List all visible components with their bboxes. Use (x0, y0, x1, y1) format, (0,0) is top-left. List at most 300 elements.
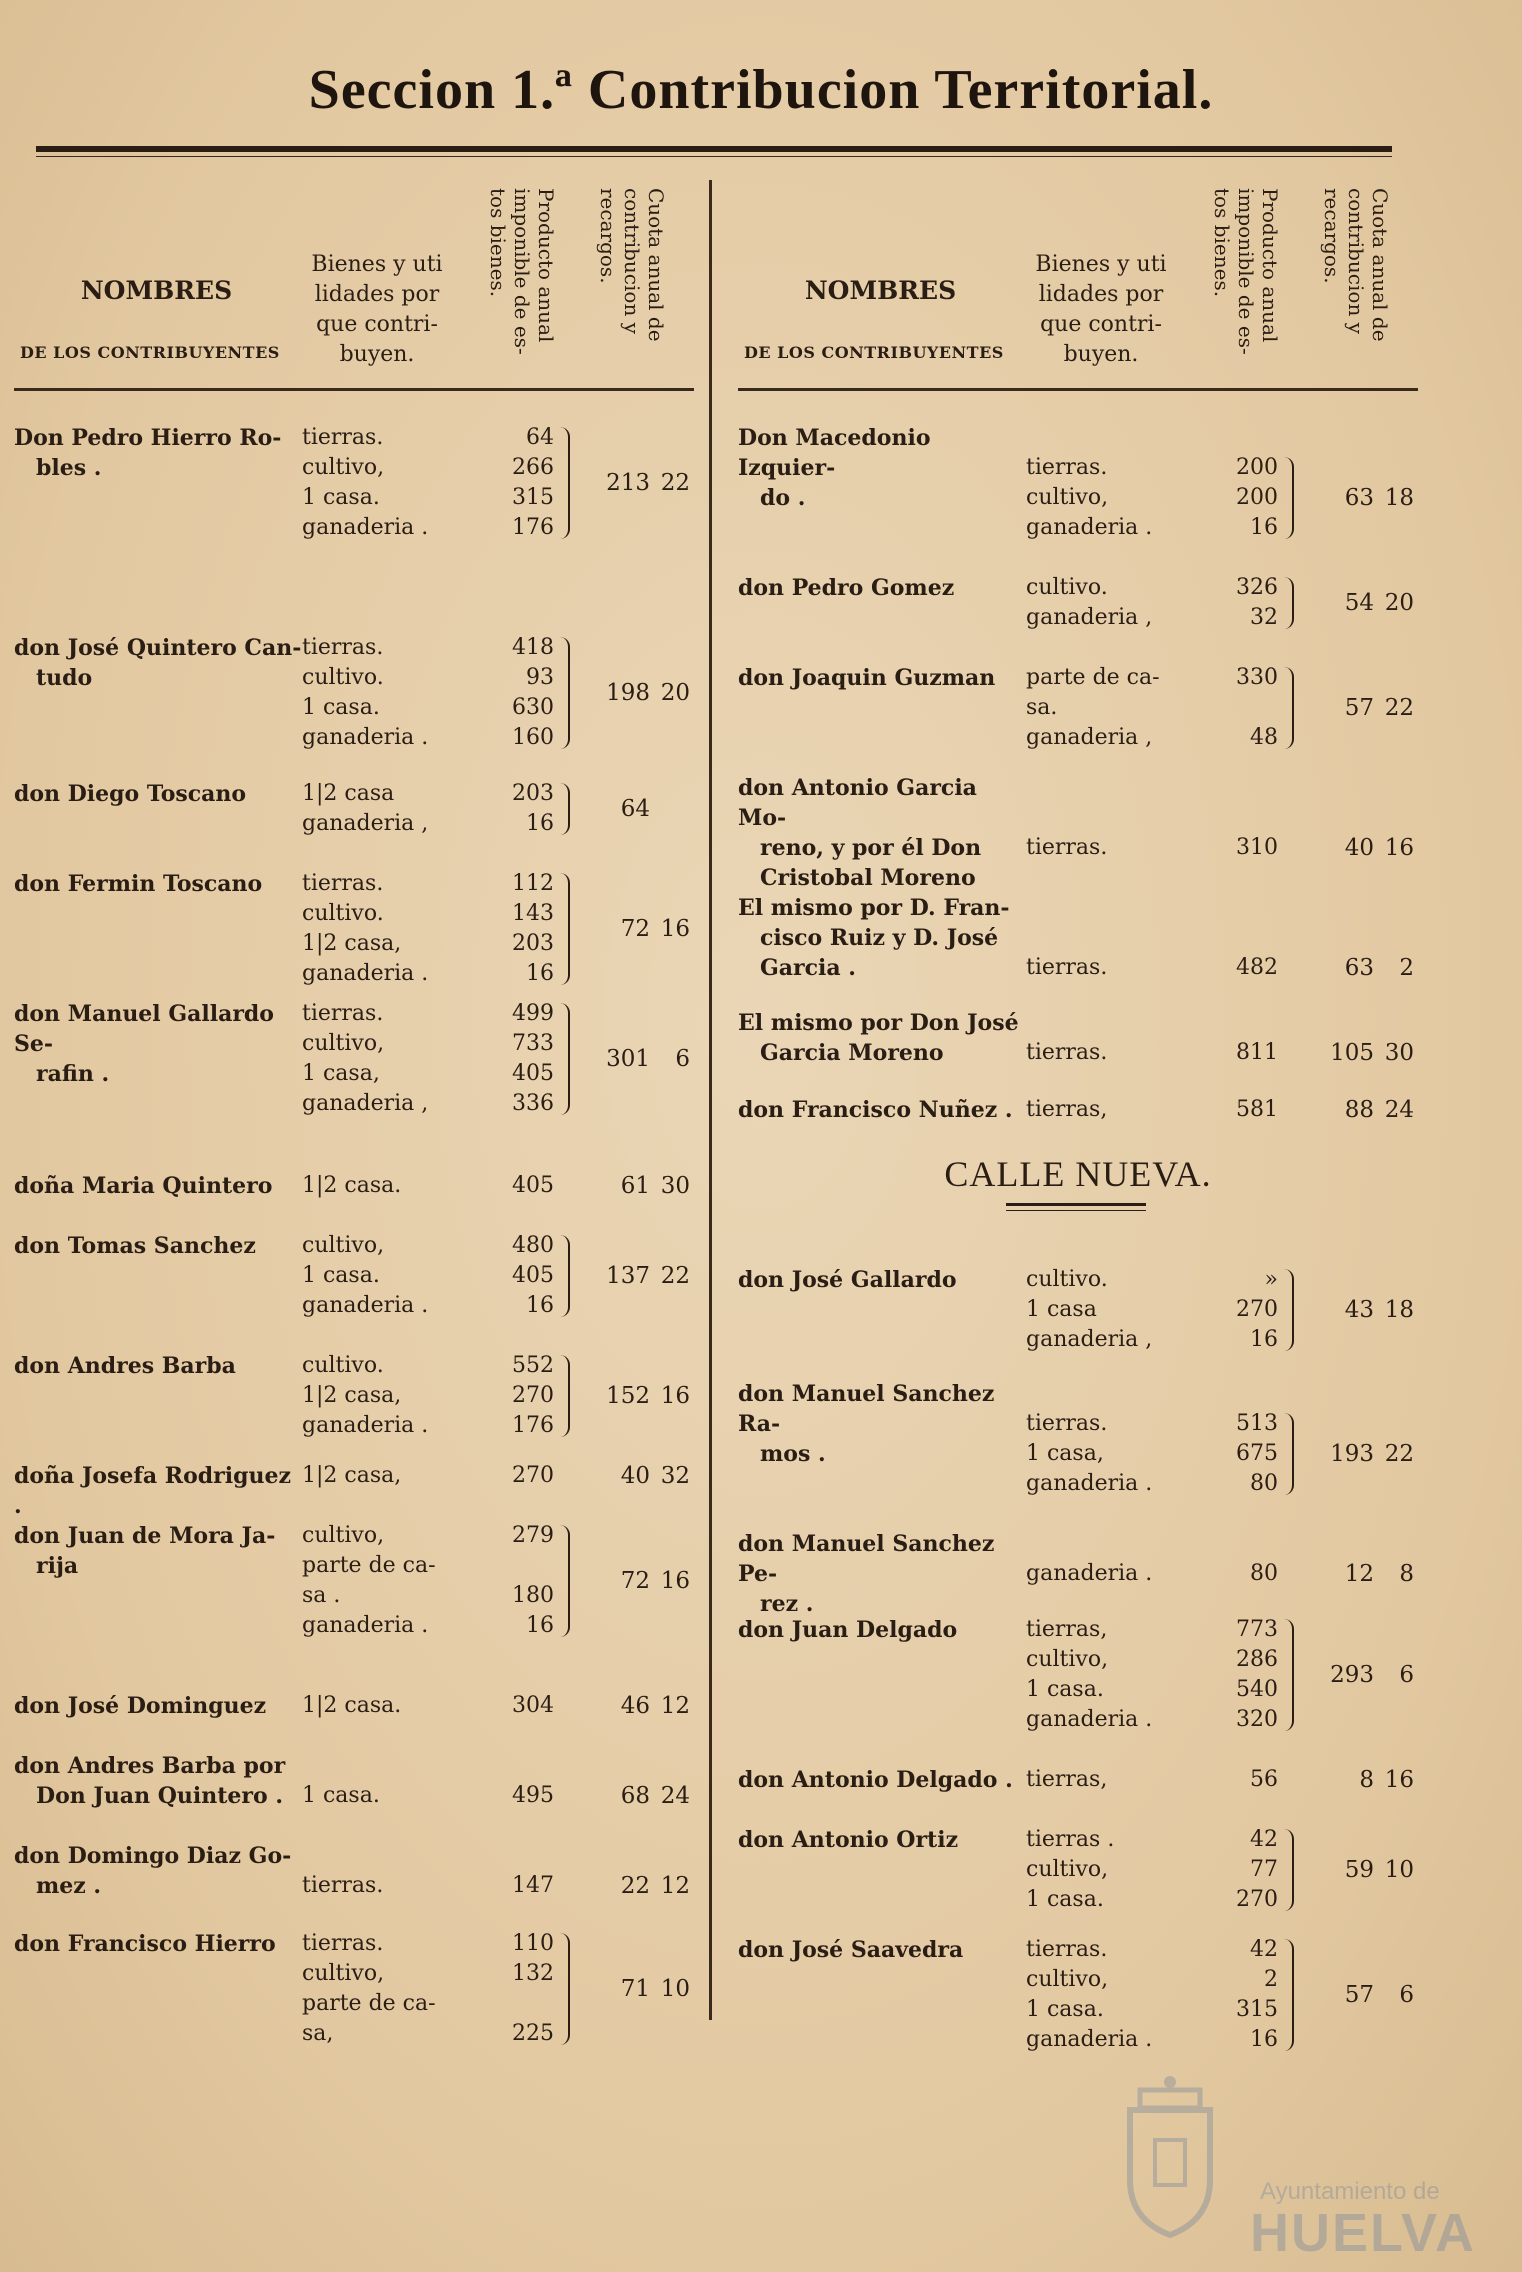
cuota-whole: 63 (1344, 485, 1374, 511)
cuota-value (594, 794, 694, 824)
bienes-list (1026, 1765, 1166, 1795)
producto-value: 513 (1236, 1411, 1278, 1436)
producto-value (454, 1751, 554, 1781)
cuota-value (1318, 1559, 1418, 1589)
cuota-whole: 71 (620, 1976, 650, 2002)
name-line: don Francisco Nuñez . (738, 1097, 1013, 1123)
header-bienes-line: buyen. (339, 342, 415, 367)
contribuyente-name (14, 1691, 304, 1721)
header-nombres (14, 276, 299, 362)
brace (560, 1933, 570, 2045)
header-bienes-line: lidades por (314, 282, 440, 307)
cuota-fraction: 10 (1384, 1857, 1414, 1883)
header-bienes-line: lidades por (1038, 282, 1164, 307)
bien-item (1026, 1379, 1166, 1409)
producto-value: 270 (512, 1463, 554, 1488)
producto-value: 405 (512, 1263, 554, 1288)
bienes-list (1026, 423, 1166, 543)
cuota-fraction: 16 (660, 1568, 690, 1594)
name-line: bles . (36, 455, 102, 481)
producto-values (454, 1351, 554, 1441)
header-producto-label: Producto anual imponible de es- tos bienes. (1210, 188, 1282, 355)
producto-value: 80 (1250, 1471, 1278, 1496)
bienes-list (1026, 773, 1166, 863)
brace (560, 1235, 570, 1317)
producto-value (1178, 1379, 1278, 1409)
header-bienes-line: que contri- (316, 312, 438, 337)
producto-values (454, 1929, 554, 2049)
producto-value: 16 (1250, 515, 1278, 540)
cuota-whole: 22 (620, 1873, 650, 1899)
crest-icon (1110, 2070, 1230, 2240)
cuota-value (594, 1461, 694, 1491)
watermark-line2: HUELVA (1250, 2203, 1476, 2263)
name-line: don José Quintero Can- (14, 635, 302, 661)
cuota-whole: 213 (606, 470, 650, 496)
name-line: Garcia . (760, 955, 856, 981)
cuota-fraction: 12 (660, 1873, 690, 1899)
producto-value: » (1264, 1267, 1278, 1292)
header-cuota-label: Cuota anual de contribucion y recargos. (596, 188, 668, 342)
cuota-whole: 46 (620, 1693, 650, 1719)
bien-item: ganaderia . (1026, 1707, 1153, 1732)
brace (1284, 1829, 1294, 1911)
bien-item: parte de ca- (302, 1553, 436, 1578)
contribuyente-name (14, 1171, 304, 1201)
producto-value (454, 1989, 554, 2019)
name-line: don José Dominguez (14, 1693, 267, 1719)
producto-value: 2 (1264, 1967, 1278, 1992)
producto-value: 326 (1236, 575, 1278, 600)
section-title: CALLE NUEVA. (944, 1154, 1212, 1194)
bien-item: cultivo, (1026, 1967, 1109, 1992)
bien-item (1026, 803, 1166, 833)
producto-value: 176 (512, 515, 554, 540)
cuota-fraction: 6 (675, 1046, 690, 1072)
header-nombres (738, 276, 1023, 362)
brace (1284, 1939, 1294, 2051)
producto-value: 310 (1236, 835, 1278, 860)
bien-item: tierras. (1026, 835, 1108, 860)
producto-value: 405 (512, 1061, 554, 1086)
bien-item: cultivo, (1026, 1857, 1109, 1882)
header-nombres-label: NOMBRES (804, 276, 957, 305)
producto-value (454, 1841, 554, 1871)
producto-values (1178, 1825, 1278, 1915)
page-title: Seccion 1.ª Contribucion Territorial. (308, 59, 1214, 121)
cuota-value (594, 468, 694, 498)
bien-item: 1|2 casa, (302, 1463, 402, 1488)
bien-item: ganaderia , (1026, 725, 1153, 750)
name-line: don Antonio Garcia Mo- (738, 775, 977, 831)
producto-values (454, 1461, 554, 1491)
name-line: don Pedro Gomez (738, 575, 955, 601)
cuota-whole: 301 (606, 1046, 650, 1072)
bien-item: ganaderia . (302, 515, 429, 540)
producto-value: 42 (1250, 1827, 1278, 1852)
header-nombres-sub: DE LOS CONTRIBUYENTES (20, 343, 280, 362)
header-nombres-label: NOMBRES (80, 276, 233, 305)
bien-item: cultivo, (302, 455, 385, 480)
bienes-list (1026, 1265, 1166, 1355)
producto-value: 315 (512, 485, 554, 510)
name-line: rija (36, 1553, 79, 1579)
bienes-list (302, 1929, 442, 2049)
bienes-list (302, 779, 442, 839)
bienes-list (302, 1751, 442, 1811)
name-line: doña Josefa Rodriguez . (14, 1463, 291, 1519)
producto-value: 64 (526, 425, 554, 450)
producto-value: 773 (1236, 1617, 1278, 1642)
cuota-whole: 61 (620, 1173, 650, 1199)
producto-value: 270 (1236, 1887, 1278, 1912)
bien-item: tierras. (1026, 1937, 1108, 1962)
bien-item: cultivo, (1026, 485, 1109, 510)
name-line: reno, y por él Don (760, 835, 982, 861)
cuota-value (1318, 693, 1418, 723)
bienes-list (1026, 573, 1166, 633)
producto-values (454, 1231, 554, 1321)
name-line: don Antonio Delgado . (738, 1767, 1013, 1793)
producto-value: 480 (512, 1233, 554, 1258)
producto-value: 581 (1236, 1097, 1278, 1122)
cuota-value (1318, 1980, 1418, 2010)
producto-value: 110 (512, 1931, 554, 1956)
cuota-value (1318, 1439, 1418, 1469)
bienes-list (1026, 1825, 1166, 1915)
table-header (14, 178, 694, 391)
contribuyente-name (14, 1751, 304, 1811)
name-line: don Manuel Sanchez Pe- (738, 1531, 995, 1587)
cuota-whole: 193 (1330, 1441, 1374, 1467)
cuota-fraction: 16 (1384, 1767, 1414, 1793)
name-line: don Joaquin Guzman (738, 665, 996, 691)
producto-value: 320 (1236, 1707, 1278, 1732)
cuota-value (1318, 1295, 1418, 1325)
cuota-whole: 54 (1344, 590, 1374, 616)
bien-item: 1 casa. (1026, 1887, 1104, 1912)
contribuyente-name (14, 1841, 304, 1901)
cuota-whole: 68 (620, 1783, 650, 1809)
contribuyente-name (738, 573, 1028, 603)
contribuyente-name (14, 1929, 304, 1959)
producto-value: 132 (512, 1961, 554, 1986)
name-line: El mismo por D. Fran- (738, 895, 1010, 921)
title-rule-thin (36, 156, 1392, 157)
bienes-list (1026, 663, 1166, 753)
cuota-whole: 12 (1344, 1561, 1374, 1587)
producto-value: 203 (512, 931, 554, 956)
producto-values (1178, 663, 1278, 753)
name-line: don Juan Delgado (738, 1617, 958, 1643)
brace (1284, 577, 1294, 629)
contribuyente-name (738, 1765, 1028, 1795)
producto-value: 499 (512, 1001, 554, 1026)
name-line: don José Gallardo (738, 1267, 957, 1293)
name-line: tudo (36, 665, 93, 691)
name-line: don Andres Barba (14, 1353, 236, 1379)
cuota-value (1318, 833, 1418, 863)
bien-item: 1 casa. (302, 485, 380, 510)
producto-value: 56 (1250, 1767, 1278, 1792)
bienes-list (302, 999, 442, 1119)
bien-item: cultivo, (302, 1233, 385, 1258)
producto-values (1178, 1265, 1278, 1355)
producto-value (1178, 803, 1278, 833)
bien-item: ganaderia , (302, 1091, 429, 1116)
producto-value (1178, 1529, 1278, 1559)
cuota-fraction: 6 (1399, 1662, 1414, 1688)
bien-item: sa, (302, 2021, 334, 2046)
producto-value: 16 (1250, 1327, 1278, 1352)
bien-item: ganaderia . (1026, 1561, 1153, 1586)
producto-values (1178, 423, 1278, 543)
section-rule (1006, 1203, 1146, 1206)
contribuyente-name (14, 1461, 304, 1521)
bienes-list (302, 869, 442, 989)
producto-value: 304 (512, 1693, 554, 1718)
cuota-whole: 105 (1330, 1040, 1374, 1066)
cuota-fraction: 16 (660, 1383, 690, 1409)
cuota-whole: 72 (620, 1568, 650, 1594)
bien-item: ganaderia . (302, 725, 429, 750)
producto-value: 176 (512, 1413, 554, 1438)
header-bienes-line: buyen. (1063, 342, 1139, 367)
name-line: Don Juan Quintero . (36, 1783, 283, 1809)
cuota-fraction: 6 (1399, 1982, 1414, 2008)
bienes-list (302, 633, 442, 753)
producto-values (1178, 1765, 1278, 1795)
bien-item: 1 casa (1026, 1297, 1097, 1322)
name-line: Garcia Moreno (760, 1040, 944, 1066)
cuota-whole: 72 (620, 916, 650, 942)
cuota-whole: 40 (620, 1463, 650, 1489)
bien-item: ganaderia . (1026, 2027, 1153, 2052)
name-line: don Fermin Toscano (14, 871, 263, 897)
bien-item: 1 casa. (302, 1263, 380, 1288)
bien-item (1026, 923, 1166, 953)
bienes-list (1026, 1379, 1166, 1499)
cuota-whole: 43 (1344, 1297, 1374, 1323)
name-line: don Antonio Ortiz (738, 1827, 959, 1853)
bien-item: ganaderia . (1026, 1471, 1153, 1496)
producto-value (1178, 923, 1278, 953)
bien-item: tierras, (1026, 1767, 1108, 1792)
cuota-fraction: 24 (660, 1783, 690, 1809)
table-header (738, 178, 1418, 391)
bien-item: tierras. (1026, 1040, 1108, 1065)
producto-values (454, 1171, 554, 1201)
header-cuota-label: Cuota anual de contribucion y recargos. (1320, 188, 1392, 342)
producto-values (1178, 773, 1278, 863)
producto-value: 200 (1236, 485, 1278, 510)
cuota-fraction: 2 (1399, 955, 1414, 981)
cuota-whole: 57 (1344, 1982, 1374, 2008)
bien-item: sa. (1026, 695, 1058, 720)
name-line: El mismo por Don José (738, 1010, 1019, 1036)
producto-values (1178, 1095, 1278, 1125)
bien-item: sa . (302, 1583, 341, 1608)
cuota-whole: 64 (620, 796, 650, 822)
contribuyente-name (738, 1825, 1028, 1855)
contribuyente-name (738, 1615, 1028, 1645)
bien-item: tierras. (1026, 1411, 1108, 1436)
producto-value: 160 (512, 725, 554, 750)
producto-value: 418 (512, 635, 554, 660)
brace (560, 1525, 570, 1637)
bien-item: parte de ca- (1026, 665, 1160, 690)
producto-value: 482 (1236, 955, 1278, 980)
bien-item: tierras. (302, 425, 384, 450)
bien-item: tierras. (302, 1001, 384, 1026)
bien-item: tierras. (302, 1931, 384, 1956)
name-line: mos . (760, 1441, 826, 1467)
bienes-list (1026, 893, 1166, 983)
header-producto (1210, 188, 1282, 378)
bien-item: tierras, (1026, 1097, 1108, 1122)
producto-values (454, 633, 554, 753)
cuota-fraction: 30 (660, 1173, 690, 1199)
cuota-value (594, 1261, 694, 1291)
section-rule-thin (1006, 1210, 1146, 1211)
contribuyente-name (14, 1231, 304, 1261)
producto-value: 16 (526, 961, 554, 986)
brace (560, 1355, 570, 1437)
cuota-whole: 137 (606, 1263, 650, 1289)
contribuyente-name (738, 1265, 1028, 1295)
producto-value: 32 (1250, 605, 1278, 630)
contribuyente-name (14, 423, 304, 483)
bien-item (1026, 1008, 1166, 1038)
producto-value: 77 (1250, 1857, 1278, 1882)
name-line: don Andres Barba por (14, 1753, 286, 1779)
producto-values (454, 1751, 554, 1811)
cuota-value (594, 1691, 694, 1721)
producto-value: 336 (512, 1091, 554, 1116)
bienes-list (302, 1231, 442, 1321)
cuota-value (594, 1566, 694, 1596)
producto-value: 270 (512, 1383, 554, 1408)
brace (1284, 1413, 1294, 1495)
producto-values (1178, 1529, 1278, 1589)
bien-item: ganaderia , (302, 811, 429, 836)
cuota-fraction: 22 (1384, 1441, 1414, 1467)
producto-values (454, 1521, 554, 1641)
producto-values (454, 869, 554, 989)
header-bienes (307, 250, 447, 370)
header-nombres-sub: DE LOS CONTRIBUYENTES (744, 343, 1004, 362)
bien-item (302, 1841, 442, 1871)
producto-values (454, 999, 554, 1119)
bien-item (1026, 773, 1166, 803)
brace (560, 1003, 570, 1115)
right-column (738, 178, 1418, 2052)
bienes-list (1026, 1935, 1166, 2055)
cuota-whole: 57 (1344, 695, 1374, 721)
producto-value: 93 (526, 665, 554, 690)
cuota-whole: 8 (1359, 1767, 1374, 1793)
contribuyente-name (738, 773, 1028, 893)
brace (560, 873, 570, 985)
name-line: don José Saavedra (738, 1937, 964, 1963)
cuota-value (1318, 483, 1418, 513)
producto-value: 16 (526, 1613, 554, 1638)
name-line: doña Maria Quintero (14, 1173, 273, 1199)
contribuyente-name (14, 869, 304, 899)
bienes-list (302, 1521, 442, 1641)
producto-value (1178, 1008, 1278, 1038)
bien-item: ganaderia . (302, 1613, 429, 1638)
bien-item (1026, 423, 1166, 453)
producto-value: 733 (512, 1031, 554, 1056)
bien-item: parte de ca- (302, 1991, 436, 2016)
bien-item: ganaderia . (1026, 515, 1153, 540)
producto-value: 180 (512, 1583, 554, 1608)
cuota-value (1318, 1660, 1418, 1690)
bien-item: 1 casa, (302, 1061, 380, 1086)
bien-item: tierras, (1026, 1617, 1108, 1642)
bienes-list (1026, 1095, 1166, 1125)
name-line: don Francisco Hierro (14, 1931, 276, 1957)
cuota-value (1318, 953, 1418, 983)
cuota-fraction: 24 (1384, 1097, 1414, 1123)
bien-item: 1|2 casa (302, 781, 395, 806)
cuota-fraction (650, 794, 690, 824)
bien-item: cultivo, (302, 1523, 385, 1548)
cuota-value (594, 678, 694, 708)
producto-value: 225 (512, 2021, 554, 2046)
brace (1284, 667, 1294, 749)
producto-value: 42 (1250, 1937, 1278, 1962)
bienes-list (302, 1461, 442, 1491)
producto-value: 203 (512, 781, 554, 806)
contribuyente-name (738, 1095, 1028, 1125)
bien-item: 1|2 casa, (302, 931, 402, 956)
producto-value (1178, 893, 1278, 923)
cuota-value (594, 1381, 694, 1411)
cuota-whole: 88 (1344, 1097, 1374, 1123)
column-divider (709, 180, 712, 2020)
cuota-fraction: 18 (1384, 485, 1414, 511)
producto-value: 16 (526, 811, 554, 836)
cuota-whole: 40 (1344, 835, 1374, 861)
bienes-list (302, 1351, 442, 1441)
producto-value: 279 (512, 1523, 554, 1548)
producto-value: 266 (512, 455, 554, 480)
producto-value: 405 (512, 1173, 554, 1198)
producto-value (1178, 773, 1278, 803)
bien-item: tierras. (302, 1873, 384, 1898)
bien-item: tierras. (302, 871, 384, 896)
producto-value: 270 (1236, 1297, 1278, 1322)
cuota-whole: 152 (606, 1383, 650, 1409)
producto-values (1178, 1379, 1278, 1499)
brace (560, 783, 570, 835)
watermark (1110, 2070, 1490, 2263)
producto-value (1178, 423, 1278, 453)
producto-values (454, 423, 554, 543)
bien-item: 1 casa, (1026, 1441, 1104, 1466)
bien-item: 1 casa. (302, 1783, 380, 1808)
producto-value: 80 (1250, 1561, 1278, 1586)
producto-value: 630 (512, 695, 554, 720)
producto-value (454, 1551, 554, 1581)
bien-item: cultivo, (302, 1961, 385, 1986)
cuota-fraction: 8 (1399, 1561, 1414, 1587)
cuota-value (594, 914, 694, 944)
brace (1284, 457, 1294, 539)
producto-value: 552 (512, 1353, 554, 1378)
